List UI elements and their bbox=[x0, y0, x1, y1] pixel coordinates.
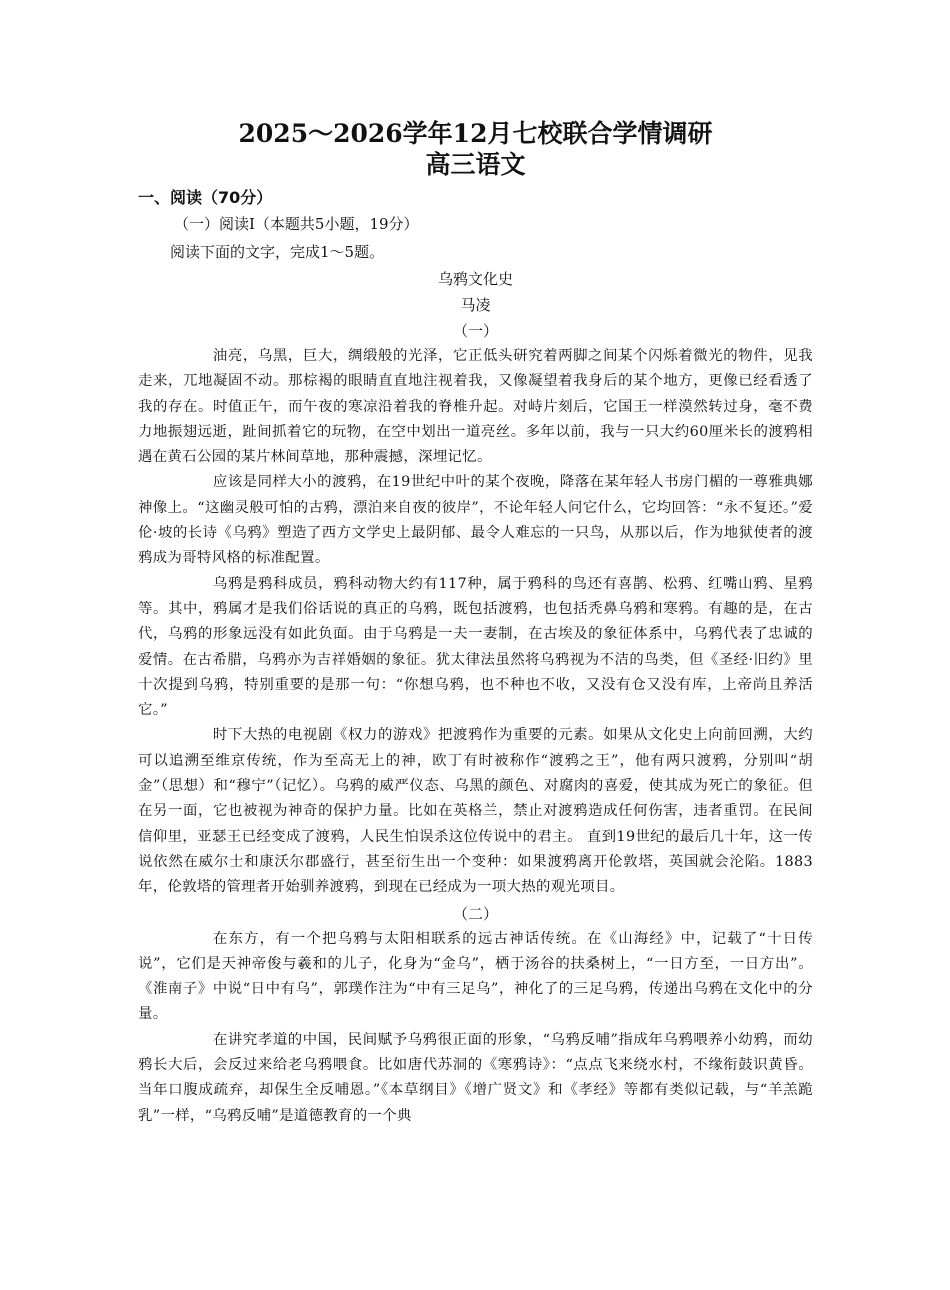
paragraph: 在讲究孝道的中国，民间赋予乌鸦很正面的形象，“乌鸦反哺”指成年乌鸦喂养小幼鸦，而幼鸦长大后，会反过来给老乌鸦喂食。比如唐代苏洞的《寒鸦诗》：“点点飞来绕水村，不缘衔鼓识黄昏。当年口腹成疏弃，却保生全反哺恩。”《本草纲目》《增广贤文》和《孝经》等都有类似记载，与“羊羔跪乳”一样，“乌鸦反哺”是道德教育的一个典 bbox=[138, 1031, 813, 1124]
paragraph: 在东方，有一个把乌鸦与太阳相联系的远古神话传统。在《山海经》中，记载了“十日传说”，它们是天神帝俊与羲和的儿子，化身为“金乌”，栖于汤谷的扶桑树上，“一日方至，一日方出”。《淮南子》中说“日中有乌”，郭璞作注为“中有三足乌”，神化了的三足乌鸦，传递出乌鸦在文化中的分量。 bbox=[138, 930, 813, 1023]
exam-subject: 高三语文 bbox=[425, 150, 526, 179]
paragraph: 乌鸦是鸦科成员，鸦科动物大约有117种，属于鸦科的鸟还有喜鹊、松鸦、红嘴山鸦、星鸦等。其中，鸦属才是我们俗话说的真正的乌鸦，既包括渡鸦，也包括秃鼻乌鸦和寒鸦。有趣的是，在古代，乌鸦的形象远没有如此负面。由于乌鸦是一夫一妻制，在古埃及的象征体系中，乌鸦代表了忠诚的爱情。在古希腊，乌鸦亦为吉祥婚姻的象征。犹太律法虽然将乌鸦视为不洁的鸟类，但《圣经·旧约》里十次提到乌鸦，特别重要的是那一句：“你想乌鸦，也不种也不收，又没有仓又没有库，上帝尚且养活它。” bbox=[138, 575, 813, 719]
document-page bbox=[138, 118, 813, 1129]
exam-title: 2025～2026学年12月七校联合学情调研 bbox=[238, 119, 713, 148]
paragraph: 应该是同样大小的渡鸦，在19世纪中叶的某个夜晚，降落在某年轻人书房门楣的一尊雅典娜神像上。“这幽灵般可怕的古鸦，漂泊来自夜的彼岸”，不论年轻人问它什么，它均回答：“永不复还。”爱伦·坡的长诗《乌鸦》塑造了西方文学史上最阴郁、最令人难忘的一只鸟，从那以后，作为地狱使者的渡鸦成为哥特风格的标准配置。 bbox=[138, 474, 813, 567]
paragraph: 时下大热的电视剧《权力的游戏》把渡鸦作为重要的元素。如果从文化史上向前回溯，大约可以追溯至维京传统，作为至高无上的神，欧丁有时被称作“渡鸦之王”，他有两只渡鸦，分别叫“胡金”（思想）和“穆宁”（记忆）。乌鸦的威严仪态、乌黑的颜色、对腐肉的喜爱，使其成为死亡的象征。但在另一面，它也被视为神奇的保护力量。比如在英格兰，禁止对渡鸦造成任何伤害，违者重罚。在民间信仰里，亚瑟王已经变成了渡鸦，人民生怕误杀这位传说中的君主。 直到19世纪的最后几十年，这一传说依然在威尔士和康沃尔郡盛行，甚至衍生出一个变种：如果渡鸦离开伦敦塔，英国就会沦陷。1883年，伦敦塔的管理者开始驯养渡鸦，到现在已经成为一项大热的观光项目。 bbox=[138, 727, 813, 896]
article-title: 乌鸦文化史 bbox=[437, 270, 513, 288]
part-label-1: （一） bbox=[452, 322, 498, 340]
section-heading: 一、阅读（70分） bbox=[138, 188, 273, 207]
paragraph: 油亮，乌黑，巨大，绸缎般的光泽，它正低头研究着两脚之间某个闪烁着微光的物件，见我走来，兀地凝固不动。那棕褐的眼睛直直地注视着我，又像凝望着我身后的某个地方，更像已经看透了我的存在。时值正午，而午夜的寒凉沿着我的脊椎升起。对峙片刻后，它国王一样漠然转过身，毫不费力地振翅远逝，趾间抓着它的玩物，在空中划出一道亮丝。多年以前，我与一只大约60厘米长的渡鸦相遇在黄石公园的某片林间草地，那种震撼，深埋记忆。 bbox=[138, 348, 813, 466]
article-author: 马凌 bbox=[460, 296, 491, 314]
part-label-2: （二） bbox=[452, 904, 498, 923]
subsection-heading: （一）阅读Ⅰ（本题共5小题，19分） bbox=[174, 215, 419, 233]
reading-instruction: 阅读下面的文字，完成1～5题。 bbox=[170, 243, 385, 261]
